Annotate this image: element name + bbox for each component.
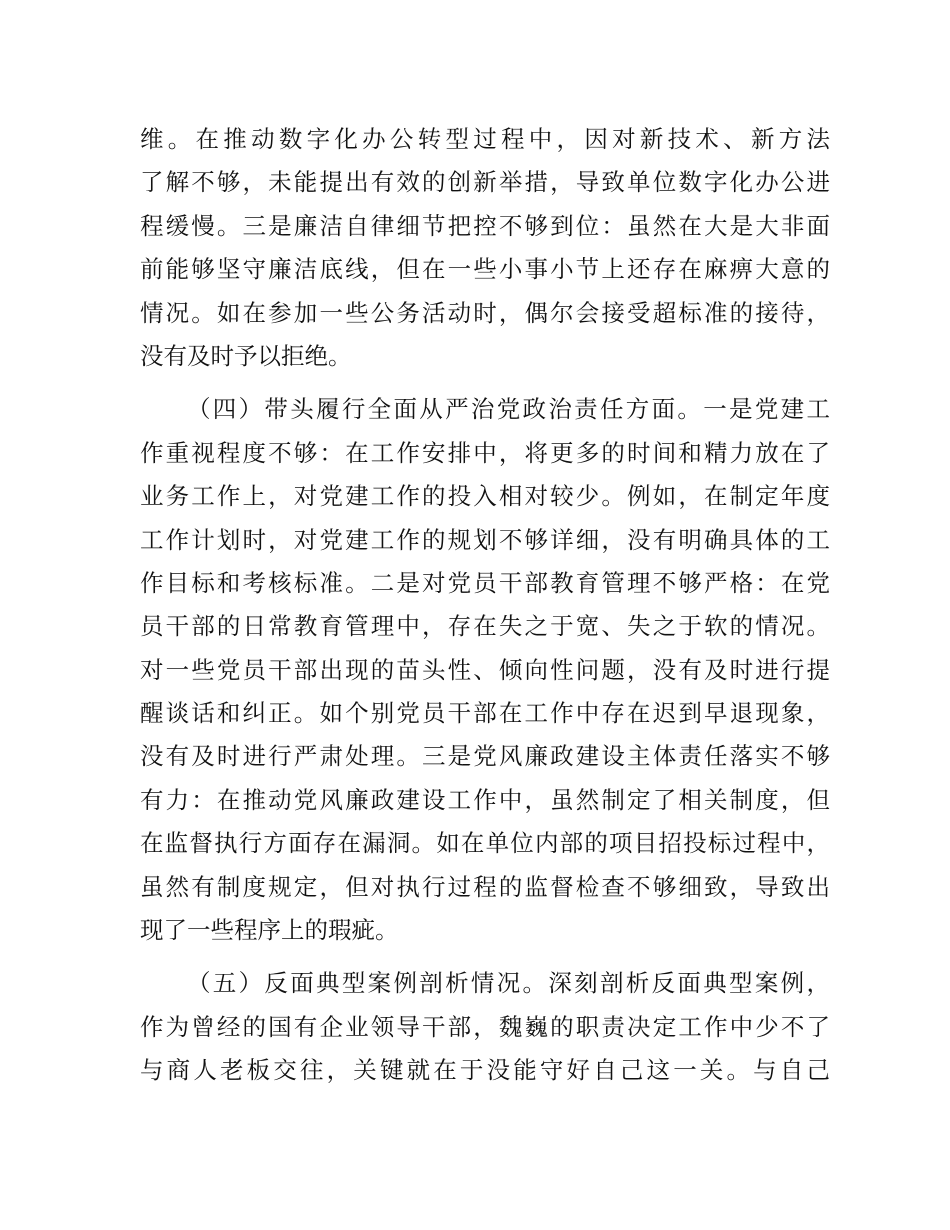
text-line: 员干部的日常教育管理中，存在失之于宽、失之于软的情况。 [140,612,830,641]
text-line: 没有及时予以拒绝。 [140,341,352,370]
document-page [140,118,830,1103]
text-line: 作目标和考核标准。二是对党员干部教育管理不够严格：在党 [140,568,830,597]
text-line: 程缓慢。三是廉洁自律细节把控不够到位：虽然在大是大非面 [140,211,830,240]
text-line: 没有及时进行严肃处理。三是党风廉政建设主体责任落实不够 [140,742,830,771]
text-line: 前能够坚守廉洁底线，但在一些小事小节上还存在麻痹大意的 [140,255,830,284]
paragraph [140,388,830,952]
text-line: 工作计划时，对党建工作的规划不够详细，没有明确具体的工 [140,525,830,554]
text-line: 现了一些程序上的瑕疵。 [140,916,399,945]
text-line: 与商人老板交往，关键就在于没能守好自己这一关。与自己 [140,1056,830,1085]
text-line: 情况。如在参加一些公务活动时，偶尔会接受超标准的接待， [140,298,830,327]
text-line: （四）带头履行全面从严治党政治责任方面。一是党建工 [187,395,830,424]
text-line: 作重视程度不够：在工作安排中，将更多的时间和精力放在了 [140,438,830,467]
text-line: 虽然有制度规定，但对执行过程的监督检查不够细致，导致出 [140,872,830,901]
text-line: 维。在推动数字化办公转型过程中，因对新技术、新方法 [140,125,830,153]
text-line: 了解不够，未能提出有效的创新举措，导致单位数字化办公进 [140,168,830,197]
text-line: 在监督执行方面存在漏洞。如在单位内部的项目招投标过程中， [140,829,830,858]
text-line: 醒谈话和纠正。如个别党员干部在工作中存在迟到早退现象， [140,699,830,728]
paragraph [140,118,830,378]
text-line: 作为曾经的国有企业领导干部，魏巍的职责决定工作中少不了 [140,1012,830,1041]
text-line: 业务工作上，对党建工作的投入相对较少。例如，在制定年度 [140,482,830,511]
text-line: 对一些党员干部出现的苗头性、倾向性问题，没有及时进行提 [140,655,830,684]
text-line: 有力：在推动党风廉政建设工作中，虽然制定了相关制度，但 [140,785,830,814]
paragraph [140,962,830,1092]
text-line: （五）反面典型案例剖析情况。深刻剖析反面典型案例， [187,969,830,998]
